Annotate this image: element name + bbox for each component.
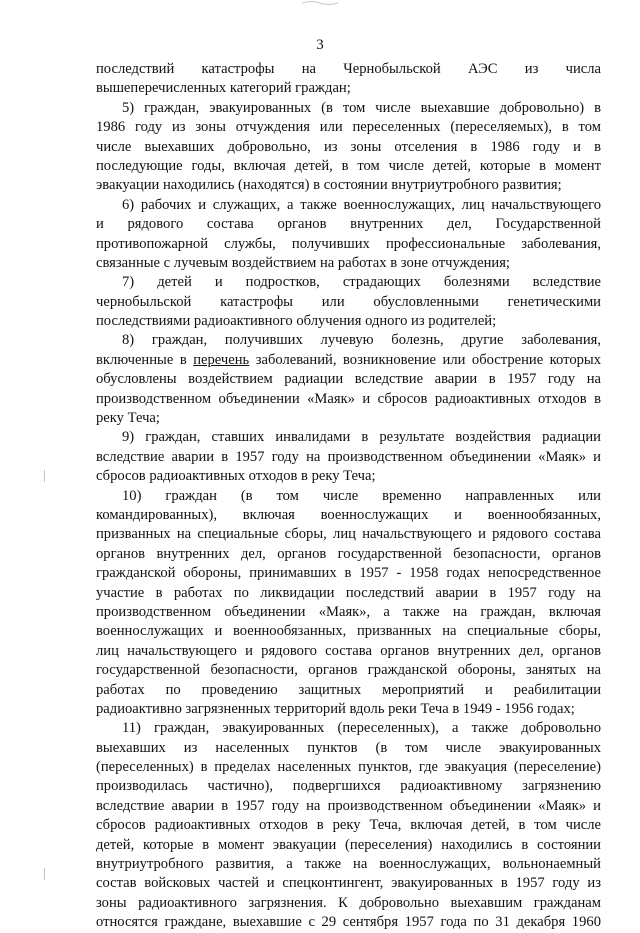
- text-line: внутриутробного развития, а также на военнослужащих, вольнонаемный: [96, 856, 601, 873]
- text-line: участие в работах по ликвидации последствий аварии в 1957 году на: [96, 584, 601, 601]
- line-text: заболеваний, возникновение или обострение которых: [255, 351, 602, 368]
- text-line: и рядового состава органов внутренних дел, Государственной: [96, 216, 601, 233]
- text-line: детей, которые в момент эвакуации (переселения) находились в состоянии: [96, 836, 601, 853]
- text-line: 5) граждан, эвакуированных (в том числе выехавшие добровольно) в: [122, 99, 601, 116]
- text-line: (переселенных) в пределах населенных пунктов, где эвакуация (переселение): [96, 759, 601, 776]
- underlined-term: перечень: [193, 351, 250, 368]
- text-line: сбросов радиоактивных отходов в реку Теча;: [96, 468, 376, 485]
- line-text: включенные в: [96, 351, 187, 368]
- text-line: лиц начальствующего и рядового состава органов внутренних дел, органов: [96, 642, 601, 659]
- text-line: противопожарной службы, получивших профессиональные заболевания,: [96, 235, 601, 252]
- page-number: 3: [316, 37, 324, 53]
- text-line: зоны радиоактивного загрязнения. К добровольно выехавшим гражданам: [96, 894, 601, 911]
- text-line: выехавших из населенных пунктов (в том числе эвакуированных: [96, 739, 601, 756]
- text-line: 6) рабочих и служащих, а также военнослужащих, лиц начальствующего: [122, 196, 601, 213]
- text-line: последующие годы, включая детей, в том числе детей, которые в момент: [96, 157, 601, 174]
- text-line: состав войсковых частей и спецконтингент, эвакуированных в 1957 году из: [96, 875, 601, 892]
- text-line: реку Теча;: [96, 410, 160, 427]
- text-line: производилась частично), подвергшихся радиоактивному загрязнению: [96, 778, 601, 795]
- text-line: вышеперечисленных категорий граждан;: [96, 80, 351, 97]
- text-line: вследствие аварии в 1957 году на производственном объединении «Маяк» и: [96, 797, 601, 814]
- text-line: 1986 году из зоны отчуждения или переселенных (переселяемых), в том: [96, 119, 601, 136]
- text-line: эвакуации находились (находятся) в состоянии внутриутробного развития;: [96, 177, 562, 194]
- text-line: производственном объединении «Маяк», а также на граждан, включая: [96, 603, 601, 620]
- text-line: обусловлены воздействием радиации вследствие аварии в 1957 году на: [96, 371, 601, 388]
- text-line: 11) граждан, эвакуированных (переселенных), а также добровольно: [122, 720, 601, 737]
- text-line: 10) граждан (в том числе временно направленных или: [122, 487, 601, 504]
- text-line: военнослужащих и военнообязанных, призванных на специальные сборы,: [96, 623, 601, 640]
- text-line: командированных), включая военнослужащих и военнообязанных,: [96, 506, 601, 523]
- scan-edge-mark: [44, 868, 45, 880]
- text-line: 8) граждан, получивших лучевую болезнь, другие заболевания,: [122, 332, 601, 349]
- text-line: чернобыльской катастрофы или обусловленными генетическими: [96, 293, 601, 310]
- text-line: работах по проведению защитных мероприятий и реабилитации: [96, 681, 601, 698]
- text-line: последствиями радиоактивного облучения одного из родителей;: [96, 313, 497, 330]
- text-line: [96, 351, 601, 370]
- text-line: призванных на специальные сборы, лиц начальствующего и рядового состава: [96, 526, 601, 543]
- text-line: государственной безопасности, органов гражданской обороны, занятых на: [96, 662, 601, 679]
- document-body: [96, 60, 601, 933]
- text-line: радиоактивно загрязненных территорий вдоль реки Теча в 1949 - 1956 годах;: [96, 700, 575, 717]
- text-line: 7) детей и подростков, страдающих болезнями вследствие: [122, 274, 601, 291]
- text-line: связанные с лучевым воздействием на работах в зоне отчуждения;: [96, 254, 510, 271]
- text-line: числе выехавших добровольно, из зоны отселения в 1986 году и в: [96, 138, 601, 155]
- text-line: последствий катастрофы на Чернобыльской АЭС из числа: [96, 61, 601, 77]
- text-line: 9) граждан, ставших инвалидами в результате воздействия радиации: [122, 429, 601, 446]
- top-scan-mark: [296, 0, 344, 6]
- scan-edge-mark: [44, 470, 45, 482]
- text-line: вследствие аварии в 1957 году на производственном объединении «Маяк» и: [96, 448, 601, 465]
- text-line: органов внутренних дел, органов государственной безопасности, органов: [96, 545, 601, 562]
- text-line: гражданской обороны, принимавших в 1957 - 1958 годах непосредственное: [96, 565, 601, 582]
- text-line: сбросов радиоактивных отходов в реку Теча, включая детей, в том числе: [96, 817, 601, 834]
- text-line: относятся граждане, выехавшие с 29 сентября 1957 года по 31 декабря 1960: [96, 914, 601, 931]
- text-line: производственном объединении «Маяк» и сбросов радиоактивных отходов в: [96, 390, 601, 407]
